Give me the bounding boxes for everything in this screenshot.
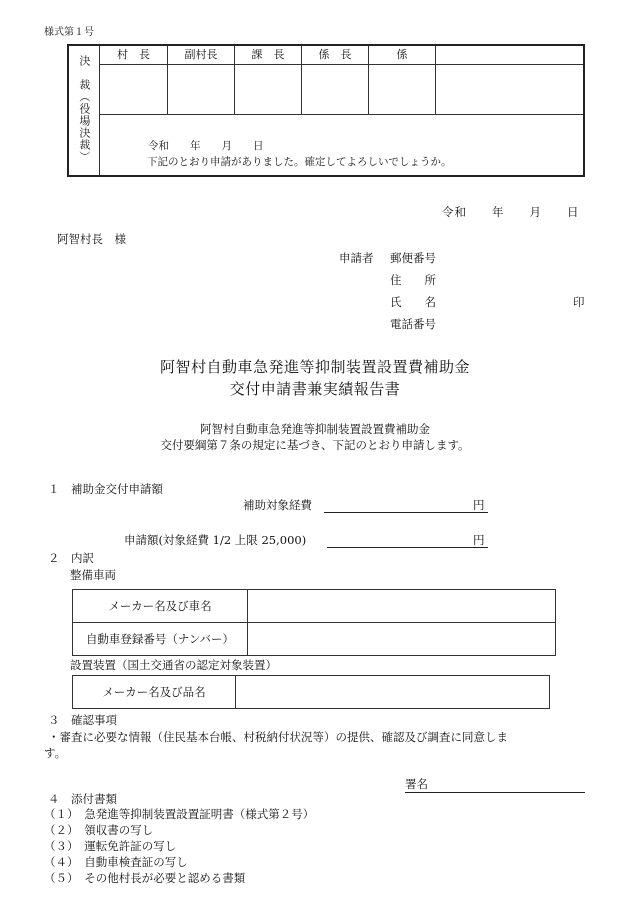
subsidy-cost-field[interactable]	[324, 512, 488, 513]
attachment-item: （１） 急発進等抑制装置設置証明書（様式第２号）	[44, 807, 315, 821]
vehicle-maker-label: メーカー名及び車名	[73, 590, 248, 623]
applicant-label: 申請者	[339, 251, 374, 265]
seal-box-blank[interactable]	[436, 64, 585, 114]
document-title-line1: 阿智村自動車急発進等抑制装置設置費補助金	[159, 358, 470, 376]
seal-mark: 印	[573, 295, 585, 309]
signature-label: 署名	[405, 777, 428, 791]
attachment-item: （５） その他村長が必要と認める書類	[44, 871, 246, 885]
device-table	[72, 675, 550, 709]
role-village-head: 村 長	[100, 45, 168, 64]
role-blank	[436, 45, 585, 64]
role-unit-chief: 係 長	[302, 45, 369, 64]
vehicle-maker-field[interactable]	[248, 590, 556, 623]
name-label: 氏 名	[390, 295, 436, 309]
attachment-item: （３） 運転免許証の写し	[44, 839, 177, 853]
vehicle-plate-label: 自動車登録番号（ナンバー）	[73, 623, 248, 656]
seal-box-staff[interactable]	[369, 64, 436, 114]
section2-heading: ２ 内訳	[48, 551, 94, 565]
seal-box-unit-chief[interactable]	[302, 64, 369, 114]
address-label: 住 所	[390, 273, 436, 287]
signature-field[interactable]	[405, 792, 585, 793]
seal-box-deputy-head[interactable]	[168, 64, 235, 114]
document-title-line2: 交付申請書兼実績報告書	[229, 380, 401, 398]
section1-heading: １ 補助金交付申請額	[48, 482, 163, 496]
role-staff: 係	[369, 45, 436, 64]
intro-line2: 交付要綱第７条の規定に基づき、下記のとおり申請します。	[160, 438, 470, 452]
subsidy-cost-yen: 円	[473, 498, 485, 512]
seal-box-section-chief[interactable]	[235, 64, 302, 114]
subsidy-cost-label: 補助対象経費	[243, 498, 312, 512]
approval-table	[67, 44, 585, 177]
request-amount-label: 申請額(対象経費 1/2 上限 25,000)	[124, 533, 307, 547]
device-heading: 設置装置（国土交通省の認定対象装置）	[70, 658, 277, 672]
consent-text-line2: す。	[44, 746, 67, 760]
device-maker-label: メーカー名及び品名	[73, 676, 236, 709]
seal-box-village-head[interactable]	[100, 64, 168, 114]
application-date: 令和 年 月 日	[442, 205, 580, 219]
attachment-item: （２） 領収書の写し	[44, 823, 154, 837]
approval-confirm-cell	[100, 114, 585, 176]
request-amount-field[interactable]	[327, 547, 488, 548]
vehicle-heading: 整備車両	[70, 568, 116, 582]
role-section-chief: 課 長	[235, 45, 302, 64]
device-maker-field[interactable]	[236, 676, 550, 709]
approval-confirm-text: 下記のとおり申請がありました。確定してよろしいでしょうか。	[147, 155, 452, 168]
section3-heading: ３ 確認事項	[48, 713, 117, 727]
approval-date-line: 令和 年 月 日	[148, 139, 264, 152]
request-amount-yen: 円	[473, 533, 485, 547]
vehicle-plate-field[interactable]	[248, 623, 556, 656]
intro-line1: 阿智村自動車急発進等抑制装置設置費補助金	[200, 422, 430, 436]
consent-text-line1: ・審査に必要な情報（住民基本台帳、村税納付状況等）の提供、確認及び調査に同意しま	[48, 730, 508, 744]
phone-label: 電話番号	[390, 317, 436, 331]
addressee: 阿智村長 様	[57, 232, 126, 246]
postal-label: 郵便番号	[390, 251, 436, 265]
form-number: 様式第１号	[44, 27, 94, 38]
approval-side-label: 決 裁（役場決裁）	[68, 45, 100, 176]
attachment-item: （４） 自動車検査証の写し	[44, 855, 188, 869]
section4-heading: ４ 添付書類	[48, 792, 117, 806]
vehicle-table	[72, 589, 556, 656]
role-deputy-head: 副村長	[168, 45, 235, 64]
